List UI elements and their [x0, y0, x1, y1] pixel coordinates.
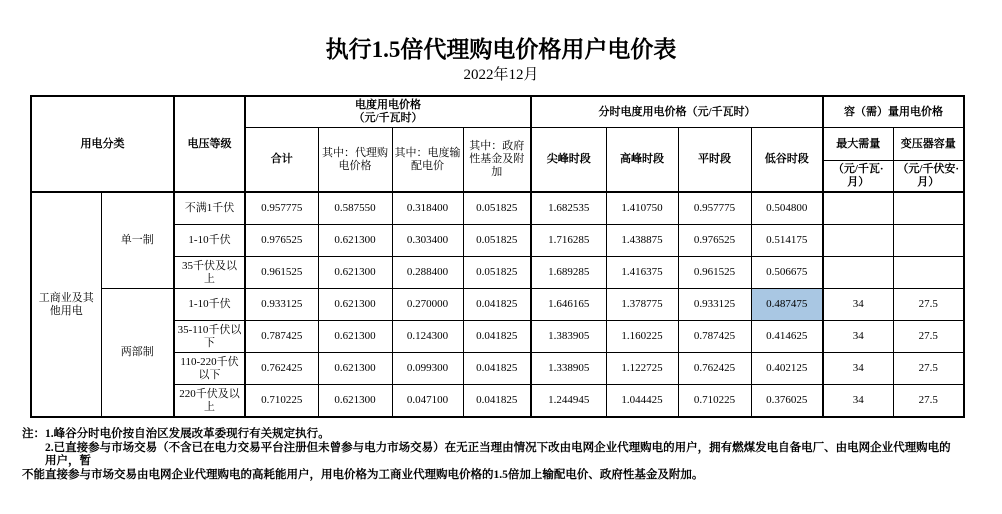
price-cell: [823, 192, 893, 225]
footnotes: [22, 428, 962, 482]
header-max-demand: 最大需量: [823, 128, 893, 161]
price-cell: 0.318400: [392, 192, 463, 225]
price-cell: 0.041825: [463, 353, 531, 385]
price-cell: [893, 225, 964, 257]
price-cell: 0.621300: [318, 257, 392, 289]
header-energy-price-group-line1: 电度用电价格: [355, 99, 421, 111]
price-cell: 34: [823, 289, 893, 321]
price-cell: 0.957775: [678, 192, 751, 225]
price-cell: 0.621300: [318, 385, 392, 418]
price-cell: 0.099300: [392, 353, 463, 385]
header-transformer-capacity-unit: （元/千伏安·月）: [893, 161, 964, 193]
price-cell: 0.041825: [463, 289, 531, 321]
price-cell: 0.041825: [463, 321, 531, 353]
price-cell: 0.051825: [463, 225, 531, 257]
price-cell: 0.976525: [245, 225, 318, 257]
table-row: [31, 289, 964, 321]
header-transmission-price: 其中：电度输配电价: [392, 128, 463, 193]
price-cell: 0.787425: [678, 321, 751, 353]
price-cell: 1.716285: [531, 225, 606, 257]
price-cell: 1.160225: [606, 321, 678, 353]
page-title: 执行1.5倍代理购电价格用户电价表: [325, 37, 677, 62]
header-energy-price-group: [245, 96, 531, 128]
header-total: 合计: [245, 128, 318, 193]
header-usage-class: 用电分类: [31, 96, 174, 192]
price-cell: 0.514175: [751, 225, 823, 257]
price-cell: 0.414625: [751, 321, 823, 353]
footnote-line-3: 不能直接参与市场交易由电网企业代理购电的高耗能用户，用电价格为工商业代理购电价格的1.5倍加上输配电价、政府性基金及附加。: [22, 469, 704, 481]
selected-cell[interactable]: 0.487475: [751, 289, 823, 321]
price-cell: 0.933125: [678, 289, 751, 321]
header-energy-price-group-line2: （元/千瓦时）: [353, 112, 423, 124]
header-voltage-level: 电压等级: [174, 96, 245, 192]
system-group-cell-single: 单一制: [101, 192, 174, 289]
price-cell: 0.270000: [392, 289, 463, 321]
voltage-level-cell: 1-10千伏: [174, 289, 245, 321]
price-cell: [823, 225, 893, 257]
footnote-line-1: 注：1.峰谷分时电价按自治区发展改革委现行有关规定执行。: [22, 428, 330, 440]
price-cell: 0.710225: [678, 385, 751, 418]
price-cell: 1.438875: [606, 225, 678, 257]
price-cell: 0.961525: [245, 257, 318, 289]
header-gov-fund: 其中：政府性基金及附加: [463, 128, 531, 193]
price-cell: 0.587550: [318, 192, 392, 225]
price-cell: [823, 257, 893, 289]
header-tou-price-group: 分时电度用电价格（元/千瓦时）: [531, 96, 823, 128]
price-cell: 1.378775: [606, 289, 678, 321]
price-cell: 0.621300: [318, 289, 392, 321]
voltage-level-cell: 35-110千伏以下: [174, 321, 245, 353]
header-peak: 高峰时段: [606, 128, 678, 193]
price-cell: 1.682535: [531, 192, 606, 225]
price-cell: 34: [823, 353, 893, 385]
voltage-level-cell: 35千伏及以上: [174, 257, 245, 289]
header-flat: 平时段: [678, 128, 751, 193]
header-sharp-peak: 尖峰时段: [531, 128, 606, 193]
price-cell: 1.383905: [531, 321, 606, 353]
price-cell: 1.410750: [606, 192, 678, 225]
price-cell: 34: [823, 385, 893, 418]
price-cell: 1.338905: [531, 353, 606, 385]
price-cell: 0.041825: [463, 385, 531, 418]
price-cell: 0.402125: [751, 353, 823, 385]
price-cell: 0.376025: [751, 385, 823, 418]
price-cell: 27.5: [893, 353, 964, 385]
usage-category-cell: 工商业及其他用电: [31, 192, 101, 417]
price-cell: 27.5: [893, 385, 964, 418]
price-cell: 1.122725: [606, 353, 678, 385]
price-cell: 1.416375: [606, 257, 678, 289]
table-row: [31, 192, 964, 225]
voltage-level-cell: 1-10千伏: [174, 225, 245, 257]
price-cell: 0.124300: [392, 321, 463, 353]
price-cell: 1.646165: [531, 289, 606, 321]
price-cell: 27.5: [893, 289, 964, 321]
price-cell: 0.621300: [318, 353, 392, 385]
price-cell: 0.710225: [245, 385, 318, 418]
voltage-level-cell: 110-220千伏以下: [174, 353, 245, 385]
header-transformer-capacity: 变压器容量: [893, 128, 964, 161]
price-cell: 0.933125: [245, 289, 318, 321]
price-cell: [893, 257, 964, 289]
header-max-demand-unit: （元/千瓦·月）: [823, 161, 893, 193]
price-cell: 1.244945: [531, 385, 606, 418]
page-subtitle: 2022年12月: [463, 67, 539, 83]
voltage-level-cell: 220千伏及以上: [174, 385, 245, 418]
voltage-level-cell: 不满1千伏: [174, 192, 245, 225]
price-table: [30, 95, 965, 418]
price-cell: 0.506675: [751, 257, 823, 289]
header-capacity-price-group: 容（需）量用电价格: [823, 96, 964, 128]
price-cell: 0.047100: [392, 385, 463, 418]
price-cell: 1.689285: [531, 257, 606, 289]
price-cell: 0.303400: [392, 225, 463, 257]
system-group-cell-two-part: 两部制: [101, 289, 174, 418]
price-cell: 0.961525: [678, 257, 751, 289]
price-cell: 27.5: [893, 321, 964, 353]
header-agency-price: 其中：代理购电价格: [318, 128, 392, 193]
price-cell: 0.762425: [678, 353, 751, 385]
price-cell: 0.762425: [245, 353, 318, 385]
price-cell: 0.051825: [463, 192, 531, 225]
price-cell: 0.504800: [751, 192, 823, 225]
price-cell: 34: [823, 321, 893, 353]
price-cell: 0.621300: [318, 321, 392, 353]
price-cell: 0.957775: [245, 192, 318, 225]
price-cell: 0.288400: [392, 257, 463, 289]
price-cell: 0.051825: [463, 257, 531, 289]
price-cell: 1.044425: [606, 385, 678, 418]
footnote-line-2: 2.已直接参与市场交易（不含已在电力交易平台注册但未曾参与电力市场交易）在无正当理由情况下改由电网企业代理购电的用户，拥有燃煤发电自备电厂、由电网企业代理购电的用户，暂: [45, 442, 951, 467]
price-cell: 0.787425: [245, 321, 318, 353]
header-valley: 低谷时段: [751, 128, 823, 193]
price-cell: 0.621300: [318, 225, 392, 257]
price-cell: [893, 192, 964, 225]
price-cell: 0.976525: [678, 225, 751, 257]
